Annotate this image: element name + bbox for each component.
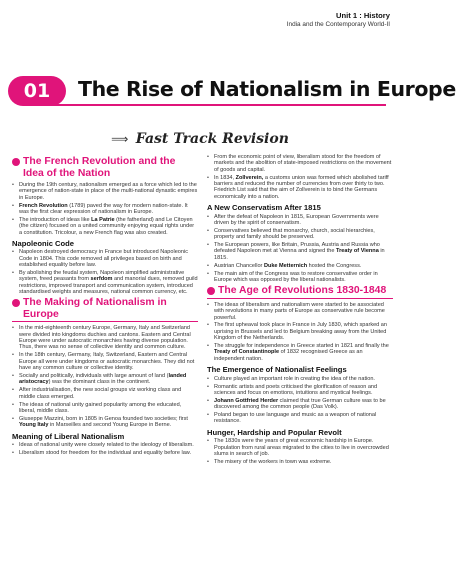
title-underline xyxy=(40,104,386,106)
bullet-item xyxy=(207,263,393,269)
bullet-item xyxy=(207,412,393,425)
bullet-text: The ideas of liberalism and nationalism were started to be associated with revolutions in many parts of Europe as conservative rule become powerful. xyxy=(214,301,385,321)
bullet-item xyxy=(207,214,393,227)
bullet-text: hosted the Congress. xyxy=(307,262,362,269)
section-heading-french-revolution xyxy=(12,156,198,179)
bullet-item xyxy=(207,154,393,173)
bullet-text: From the economic point of view, liberalism stood for the freedom of markets and the abolition of state-imposed restrictions on the movement of goods and capital. xyxy=(214,154,392,173)
bullet-text: Conservatives believed that monarchy, church, social hierarchies, property and family should be preserved. xyxy=(214,227,375,241)
unit-subtitle: India and the Contemporary World-II xyxy=(286,21,390,28)
bullet-item xyxy=(207,242,393,261)
subheading-hunger-hardship: Hunger, Hardship and Popular Revolt xyxy=(207,427,342,437)
bullet-text: a customs union was formed which abolished tariff barriers and reduced the number of currencies from over thirty to two. Friedrich List said that the aim of Zollverein is to bind the Germans economically into a nation. xyxy=(214,174,389,200)
subheading-liberal-nationalism: Meaning of Liberal Nationalism xyxy=(12,431,125,441)
bullet-item xyxy=(12,416,198,429)
bullet-text: claimed that true German culture was to be discovered among the common people (Das Volk). xyxy=(214,397,386,411)
bullet-text: Socially and politically, individuals with large amount of land ( xyxy=(19,373,169,380)
bullet-text: Culture played an important role in creating the idea of the nation. xyxy=(214,375,375,382)
section-heading-age-of-revolutions xyxy=(207,285,393,299)
fast-track-heading xyxy=(0,130,400,148)
bullet-item xyxy=(12,442,198,448)
fast-track-label: Fast Track Revision xyxy=(135,130,289,147)
bullet-text: Giuseppe Mazzini, born in 1805 in Genoa founded two societies; first xyxy=(19,415,188,422)
bullet-item xyxy=(207,398,393,411)
bullet-list xyxy=(207,376,393,425)
bullet-list xyxy=(12,442,198,456)
bullet-item xyxy=(207,343,393,362)
bullet-text: Napoleon destroyed democracy in France but introduced Napoleonic Code in 1804. This code removed all privileges based on birth and established equality before law. xyxy=(19,249,188,269)
bullet-item xyxy=(207,438,393,457)
bullet-text: In the mid-eighteenth century Europe, Germany, Italy and Switzerland were divided into kingdoms duchies and cantons. Eastern and Central Europe were under autocratic monarchies having diverse population. Thus, there was no sense of collective identity and common culture. xyxy=(19,325,191,351)
section-title: The Age of Revolutions 1830-1848 xyxy=(218,285,387,297)
bold-term: Treaty of Constantinople xyxy=(214,349,280,356)
bullet-text: The introduction of ideas like xyxy=(19,216,92,223)
bullet-list xyxy=(207,214,393,284)
bullet-text: in Marseilles and second Young Europe in Berne. xyxy=(48,422,172,429)
bullet-text: (1789) paved the way for modern nation-state. It was the first clear expression of nationalism in Europe. xyxy=(19,202,188,215)
bullet-text: Austrian Chancellor xyxy=(214,262,264,269)
subheading-new-conservatism: A New Conservatism After 1815 xyxy=(207,203,321,212)
bullet-list xyxy=(207,302,393,362)
bullet-item xyxy=(207,459,393,465)
subheading-napoleonic-code: Napoleonic Code xyxy=(12,238,75,248)
bullet-list xyxy=(207,154,393,200)
section-bullet-icon xyxy=(12,158,20,166)
section-title: The Making of Nationalism in Europe xyxy=(23,297,167,320)
bold-term: serfdom xyxy=(90,276,113,283)
bullet-item xyxy=(12,387,198,400)
bold-term: landed aristocracy xyxy=(19,373,187,386)
bullet-text: and manorial dues, removed guild restrictions, improved transport and communication system, introduced standardised weights and measures, national common currency, etc. xyxy=(19,276,198,296)
section-heading-making-nationalism xyxy=(12,297,198,322)
chapter-title-bar xyxy=(0,76,456,106)
bullet-item xyxy=(12,352,198,371)
bullet-item xyxy=(12,402,198,415)
bullet-text: The struggle for independence in Greece started in 1821 and finally the xyxy=(214,343,389,350)
bullet-text: The ideas of national unity gained popularity among the educated, liberal, middle class. xyxy=(19,401,182,414)
bullet-item xyxy=(12,203,198,216)
right-column xyxy=(207,154,393,467)
bold-term: Duke Metternich xyxy=(263,262,308,269)
bullet-text: The main aim of the Congress was to restore conservative order in Europe which was opposed by the liberal nationalists. xyxy=(214,270,378,283)
bullet-text: in 1815. xyxy=(214,248,385,261)
bullet-item xyxy=(12,325,198,350)
bullet-text: In the 18th century, Germany, Italy, Switzerland, Eastern and Central Europe all were under kingdoms or autocratic monarchies. They did not have any common culture or collective identity. xyxy=(19,352,195,372)
section-title: The French Revolution and the Idea of the Nation xyxy=(23,156,176,179)
bullet-text: During the 19th century, nationalism emerged as a force which led to the emergence of nation-state in place of the multi-national dynastic empires in Europe. xyxy=(19,182,198,201)
left-column xyxy=(12,154,198,458)
bullet-item xyxy=(12,450,198,456)
lightning-icon: ⟹ xyxy=(111,131,129,146)
bullet-text: The first upheaval took place in France in July 1830, which sparked an uprising in Brussels and led to Belgium breaking away from the United Kingdom of the Netherlands. xyxy=(214,322,387,342)
bullet-list xyxy=(12,182,198,236)
bullet-item xyxy=(12,249,198,268)
bullet-text: of 1832 recognised Greece as an independent nation. xyxy=(214,349,363,362)
bullet-text: In 1834, xyxy=(214,174,236,181)
bullet-item xyxy=(207,322,393,341)
bullet-text: The misery of the workers in town was extreme. xyxy=(214,458,332,465)
bullet-text: (the fatherland) and Le Citoyen (the citizen) focused on a united community enjoying equal rights under a constitution. Tricolour, a new French flag was also created. xyxy=(19,216,195,236)
bullet-text: After industrialisation, the new social groups viz working class and middle class emerged. xyxy=(19,387,182,400)
bold-term: Johann Gottfried Herder xyxy=(214,397,279,404)
bullet-item xyxy=(207,175,393,200)
unit-title: Unit 1 : History xyxy=(335,11,390,20)
chapter-number-badge: 01 xyxy=(8,76,66,106)
bold-term: La Patrie xyxy=(91,216,115,223)
section-bullet-icon xyxy=(207,287,215,295)
bullet-text: After the defeat of Napoleon in 1815, European Governments were driven by the spirit of conservatism. xyxy=(214,213,379,226)
bold-term: Young Italy xyxy=(19,422,49,429)
bullet-list xyxy=(207,438,393,465)
bold-term: Treaty of Vienna xyxy=(336,248,379,255)
bullet-item xyxy=(207,228,393,241)
bullet-item xyxy=(207,384,393,397)
bullet-text: Liberalism stood for freedom for the individual and equality before law. xyxy=(19,450,192,456)
bullet-list xyxy=(12,249,198,295)
bullet-text: Poland began to use language and music as a weapon of national resistance. xyxy=(214,412,377,425)
section-bullet-icon xyxy=(12,299,20,307)
bullet-text: By abolishing the feudal system, Napoleon simplified administrative system, freed peasants from xyxy=(19,270,185,283)
bullet-item xyxy=(12,373,198,386)
bold-term: Zollverein, xyxy=(235,174,264,181)
bullet-item xyxy=(12,270,198,295)
bullet-text: ) was the dominant class in the continent. xyxy=(48,379,151,386)
unit-header xyxy=(287,11,390,28)
bullet-text: Romantic artists and poets criticised the glorification of reason and sciences and focus on emotions, intuitions and mystical feelings. xyxy=(214,383,378,396)
bullet-item xyxy=(12,217,198,236)
chapter-title: The Rise of Nationalism in Europe xyxy=(78,77,456,101)
bullet-text: The European powers, like Britain, Prussia, Austria and Russia who defeated Napoleon met at Vienna and signed the xyxy=(214,242,380,255)
bullet-item xyxy=(207,376,393,382)
bullet-list xyxy=(12,325,198,428)
bullet-text: The 1830s were the years of great economic hardship in Europe. Population from rural areas migrated to the cities to live in overcrowded slums in search of job. xyxy=(214,438,389,457)
bullet-item xyxy=(12,182,198,201)
bullet-item xyxy=(207,271,393,284)
bullet-text: Ideas of national unity were closely related to the ideology of liberalism. xyxy=(19,442,194,449)
bold-term: French Revolution xyxy=(19,202,68,209)
bullet-item xyxy=(207,302,393,321)
subheading-nationalist-feelings: The Emergence of Nationalist Feelings xyxy=(207,365,347,375)
